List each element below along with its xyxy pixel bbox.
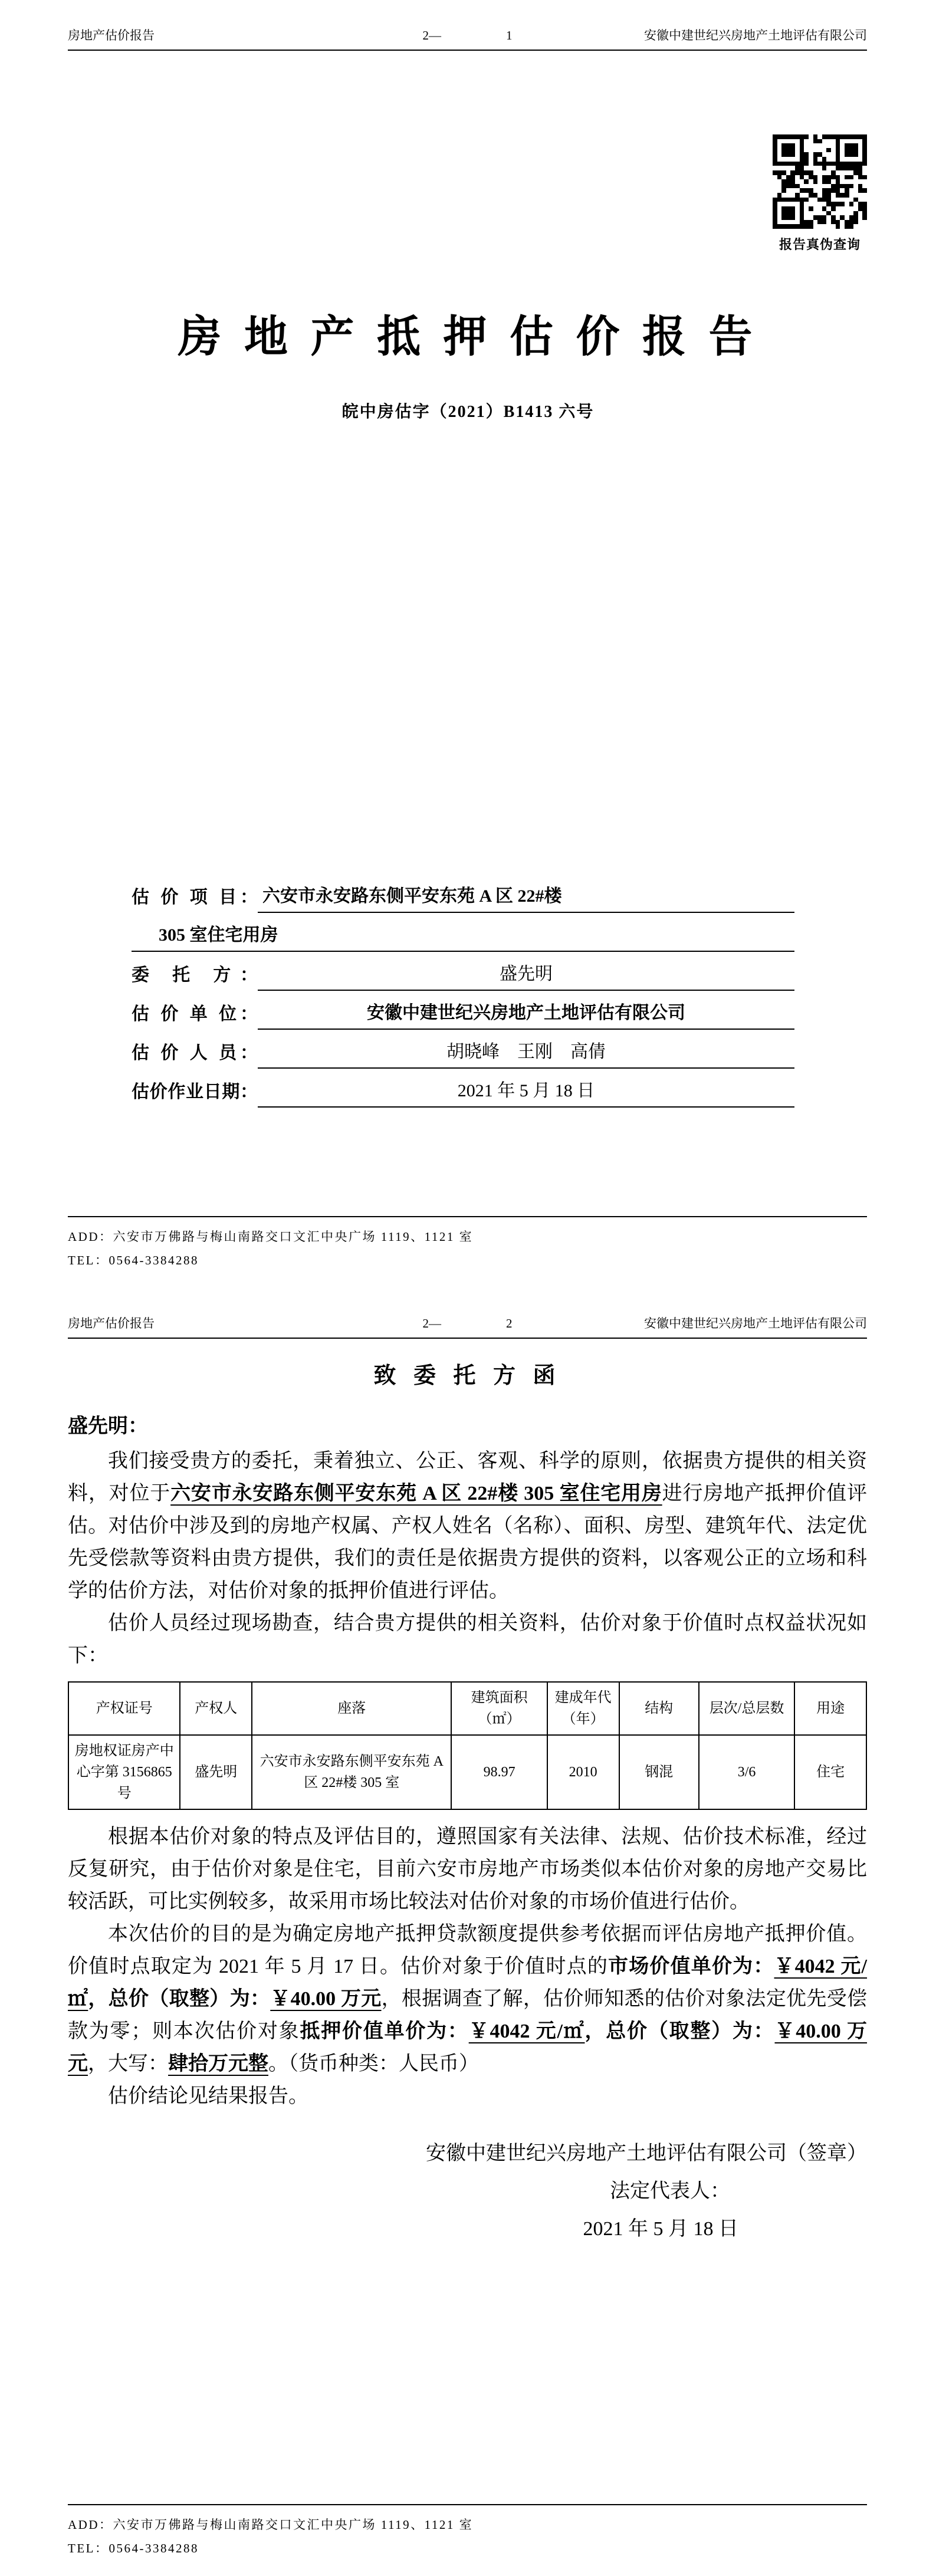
para4-run-5: ，根据调查了解，估价师知悉的估价对象法定优先受偿款为零；则本次估价对象 bbox=[68, 1988, 868, 2042]
field-project-value-line1: 六安市永安路东侧平安东苑 A 区 22#楼 bbox=[258, 881, 794, 913]
para4-run-mortgage-unit-price: ￥4042 元/㎡ bbox=[468, 2020, 585, 2042]
para4-run-market-unit-price: ￥4042 元/㎡ bbox=[68, 1956, 868, 2010]
header-doc-title: 房地产估价报告 bbox=[68, 28, 155, 42]
header-page-number bbox=[423, 28, 513, 43]
para1-run-subject-property: 六安市永安路东侧平安东苑 A 区 22#楼 305 室住宅用房 bbox=[170, 1483, 662, 1504]
paragraph-1 bbox=[68, 1445, 867, 1607]
cell-cert-no: 房地权证房产中心字第 3156865 号 bbox=[68, 1735, 180, 1809]
qr-caption: 报告真伪查询 bbox=[779, 237, 861, 252]
field-project-label: 估 价 项 目： bbox=[132, 888, 258, 907]
salutation: 盛先明： bbox=[68, 1415, 148, 1437]
para4-run-total-price: ￥40.00 万元 bbox=[270, 1988, 382, 2010]
para4-run-market-unit-price-label: 市场价值单价为： bbox=[608, 1956, 774, 1977]
header-company-name: 安徽中建世纪兴房地产土地评估有限公司 bbox=[644, 1316, 867, 1330]
cell-year-built: 2010 bbox=[547, 1735, 619, 1809]
page-2 bbox=[0, 1288, 936, 2576]
footer-tel: TEL：0564-3384288 bbox=[68, 2541, 199, 2556]
para4-run-10: ，大写： bbox=[88, 2053, 168, 2075]
field-agency-label: 估 价 单 位： bbox=[132, 1004, 258, 1024]
footer-tel: TEL：0564-3384288 bbox=[68, 1253, 199, 1268]
cell-location: 六安市永安路东侧平安东苑 A 区 22#楼 305 室 bbox=[252, 1735, 451, 1809]
header-page-no: 2 bbox=[506, 1316, 513, 1330]
field-staff-value: 胡晓峰 王刚 高倩 bbox=[258, 1037, 794, 1069]
closing-block bbox=[68, 2135, 867, 2248]
cell-floor-level: 3/6 bbox=[699, 1735, 794, 1809]
cell-structure: 钢混 bbox=[619, 1735, 699, 1809]
page-footer bbox=[68, 1216, 867, 1273]
col-header-owner: 产权人 bbox=[180, 1682, 252, 1735]
field-client-value: 盛先明 bbox=[258, 959, 794, 991]
para1-run-rest: 进行房地产抵押价值评估。对估价中涉及到的房地产权属、产权人姓名（名称）、面积、房型、建筑年代、法定优先受偿款等资料由贵方提供，我们的责任是依据贵方提供的资料，以客观公正的立场和科学的估价方法，对估价对象的抵押价值进行评估。 bbox=[68, 1483, 868, 1602]
field-date-value: 2021 年 5 月 18 日 bbox=[258, 1076, 794, 1108]
paragraph-2: 估价人员经过现场勘查，结合贵方提供的相关资料，估价对象于价值时点权益状况如下： bbox=[68, 1612, 867, 1667]
page-header bbox=[68, 26, 867, 51]
col-header-year-built: 建成年代（年） bbox=[547, 1682, 619, 1735]
header-page-number bbox=[423, 1316, 513, 1331]
col-header-floor-area: 建筑面积（㎡） bbox=[451, 1682, 547, 1735]
paragraph-5: 估价结论见结果报告。 bbox=[108, 2085, 308, 2107]
cover-fields bbox=[132, 874, 794, 1108]
cell-usage: 住宅 bbox=[794, 1735, 866, 1809]
signature-date: 2021 年 5 月 18 日 bbox=[583, 2218, 738, 2240]
col-header-usage: 用途 bbox=[794, 1682, 866, 1735]
para4-run-mortgage-total-label: ，总价（取整）为： bbox=[584, 2020, 775, 2042]
header-page-no: 1 bbox=[506, 28, 513, 42]
paragraph-3: 根据本估价对象的特点及评估目的，遵照国家有关法律、法规、估价技术标准，经过反复研究，由于估价对象是住宅，目前六安市房地产市场类似本估价对象的房地产交易比较活跃，可比实例较多，故采用市场比较法对估价对象的市场价值进行估价。 bbox=[68, 1826, 867, 1913]
col-header-cert-no: 产权证号 bbox=[68, 1682, 180, 1735]
report-title: 房 地 产 抵 押 估 价 报 告 bbox=[178, 313, 758, 362]
para4-run-0: 本次估价的目的是为确定房地产抵押贷款额度提供参考依据而评估房地产抵押价值。价值时点取定为 2021 年 5 月 17 日。估价对象于价值时点的 bbox=[68, 1923, 867, 1977]
header-page-total: 2— bbox=[422, 1316, 441, 1330]
header-doc-title: 房地产估价报告 bbox=[68, 1316, 155, 1330]
page-footer bbox=[68, 2504, 867, 2561]
cell-floor-area: 98.97 bbox=[451, 1735, 547, 1809]
field-agency-value: 安徽中建世纪兴房地产土地评估有限公司 bbox=[258, 998, 794, 1030]
field-project-value-line2: 305 室住宅用房 bbox=[132, 920, 794, 952]
letter-title: 致 委 托 方 函 bbox=[373, 1363, 561, 1388]
footer-address: ADD：六安市万佛路与梅山南路交口文汇中央广场 1119、1121 室 bbox=[68, 2518, 474, 2532]
para4-run-total-price-label: ，总价（取整）为： bbox=[88, 1988, 271, 2010]
field-project-row bbox=[132, 874, 794, 913]
paragraph-4 bbox=[68, 1918, 867, 2080]
col-header-structure: 结构 bbox=[619, 1682, 699, 1735]
col-header-location: 座落 bbox=[252, 1682, 451, 1735]
qr-code-icon bbox=[773, 134, 867, 229]
field-staff-row bbox=[132, 1030, 794, 1069]
report-doc-number: 皖中房估字（2021）B1413 六号 bbox=[341, 403, 595, 421]
page-header bbox=[68, 1314, 867, 1339]
para4-run-12: 。（货币种类：人民币） bbox=[268, 2053, 479, 2075]
para4-run-mortgage-unit-price-label: 抵押价值单价为： bbox=[300, 2020, 469, 2042]
letter-body bbox=[68, 1360, 867, 2248]
qr-verification-block bbox=[770, 134, 870, 253]
field-date-label: 估价作业日期： bbox=[132, 1082, 258, 1102]
footer-address: ADD：六安市万佛路与梅山南路交口文汇中央广场 1119、1121 室 bbox=[68, 1230, 474, 1244]
field-client-label: 委 托 方： bbox=[132, 965, 258, 985]
header-company-name: 安徽中建世纪兴房地产土地评估有限公司 bbox=[644, 28, 867, 42]
col-header-floor-level: 层次/总层数 bbox=[699, 1682, 794, 1735]
signature-company: 安徽中建世纪兴房地产土地评估有限公司（签章） bbox=[426, 2143, 867, 2164]
para1-run-intro: 我们接受贵方的委托，秉着独立、公正、客观、科学的原则，依据贵方提供的相关资料，对位于 bbox=[68, 1450, 867, 1504]
para4-run-amount-in-words: 肆拾万元整 bbox=[168, 2053, 268, 2075]
field-client-row bbox=[132, 952, 794, 991]
field-staff-label: 估 价 人 员： bbox=[132, 1043, 258, 1063]
header-page-total: 2— bbox=[422, 28, 441, 42]
field-agency-row bbox=[132, 991, 794, 1030]
para4-run-mortgage-total: ￥40.00 万元 bbox=[68, 2020, 868, 2075]
table-row bbox=[68, 1735, 866, 1809]
cell-owner: 盛先明 bbox=[180, 1735, 252, 1809]
table-header-row bbox=[68, 1682, 866, 1735]
legal-representative: 法定代表人： bbox=[610, 2180, 730, 2202]
ownership-table bbox=[68, 1681, 867, 1810]
field-date-row bbox=[132, 1069, 794, 1108]
field-project-row-continuation bbox=[132, 913, 794, 952]
